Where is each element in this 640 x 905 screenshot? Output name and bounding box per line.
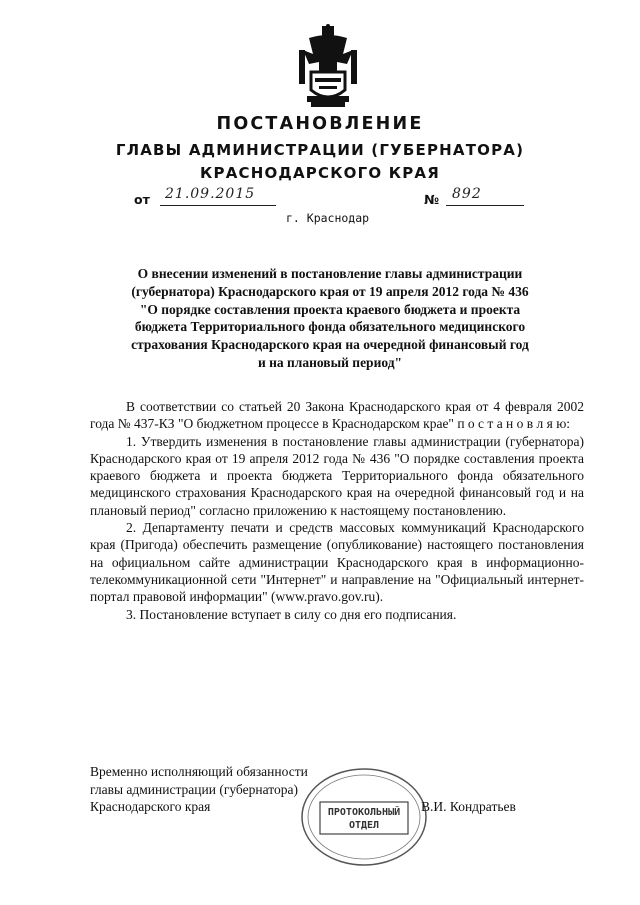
signature-block — [90, 763, 308, 816]
subject-line: и на плановый период" — [257, 354, 403, 370]
issuer-line-1: ГЛАВЫ АДМИНИСТРАЦИИ (ГУБЕРНАТОРА) — [115, 141, 525, 159]
body-item-2: 2. Департаменту печати и средств массовых коммуникаций Краснодарского края (Пригода) обеспечить размещение (опубликование) настоящего постановления на официальном сайте администрации Краснодарского края в информационно-телекоммуникационной сети "Интернет" и направление на "Официальный интернет-портал правовой информации" (www.pravo.gov.ru). — [90, 520, 584, 605]
body-item-1: 1. Утвердить изменения в постановление главы администрации (губернатора) Краснодарского края от 19 апреля 2012 года № 436 "О порядке составления проекта краевого бюджета и проекта бюджета Территориального фонда обязательного медицинского страхования Краснодарского края на очередной финансовый год и на плановый период" согласно приложению к настоящему постановлению. — [90, 433, 584, 518]
subject-line: бюджета Территориального фонда обязательного медицинского — [134, 319, 526, 335]
subject-line: "О порядке составления проекта краевого бюджета и проекта — [139, 301, 521, 317]
number-value: 892 — [452, 186, 482, 202]
signatory-title-line-2: главы администрации (губернатора) — [90, 781, 298, 797]
subject-line: О внесении изменений в постановление главы администрации — [137, 266, 523, 281]
signatory-name: В.И. Кондратьев — [421, 799, 516, 814]
stamp-text-line-1: ПРОТОКОЛЬНЫЙ — [327, 807, 401, 818]
document-title: ПОСТАНОВЛЕНИЕ — [216, 114, 424, 134]
date-value: 21.09.2015 — [165, 186, 256, 202]
document-body — [90, 398, 584, 623]
body-intro: В соответствии со статьей 20 Закона Краснодарского края от 4 февраля 2002 года № 437-КЗ "О бюджетном процессе в Краснодарском крае" п о с т а н о в л я ю: — [90, 399, 584, 432]
number-prefix: № — [424, 192, 440, 207]
document-subject — [100, 265, 560, 372]
body-item-3: 3. Постановление вступает в силу со дня его подписания. — [126, 606, 457, 622]
signatory-title-line-1: Временно исполняющий обязанности — [90, 764, 308, 779]
coat-of-arms-emblem — [297, 24, 359, 110]
issuer-line-2: КРАСНОДАРСКОГО КРАЯ — [200, 164, 440, 182]
signatory-title-line-3: Краснодарского края — [90, 799, 211, 814]
stamp-text-line-2: ОТДЕЛ — [348, 820, 380, 831]
date-prefix: от — [134, 192, 150, 207]
subject-line: страхования Краснодарского края на очередной финансовый год — [131, 337, 529, 353]
protocol-department-stamp — [298, 766, 430, 868]
subject-line: (губернатора) Краснодарского края от 19 апреля 2012 года № 436 — [131, 283, 529, 299]
city-label: г. Краснодар — [286, 211, 370, 225]
